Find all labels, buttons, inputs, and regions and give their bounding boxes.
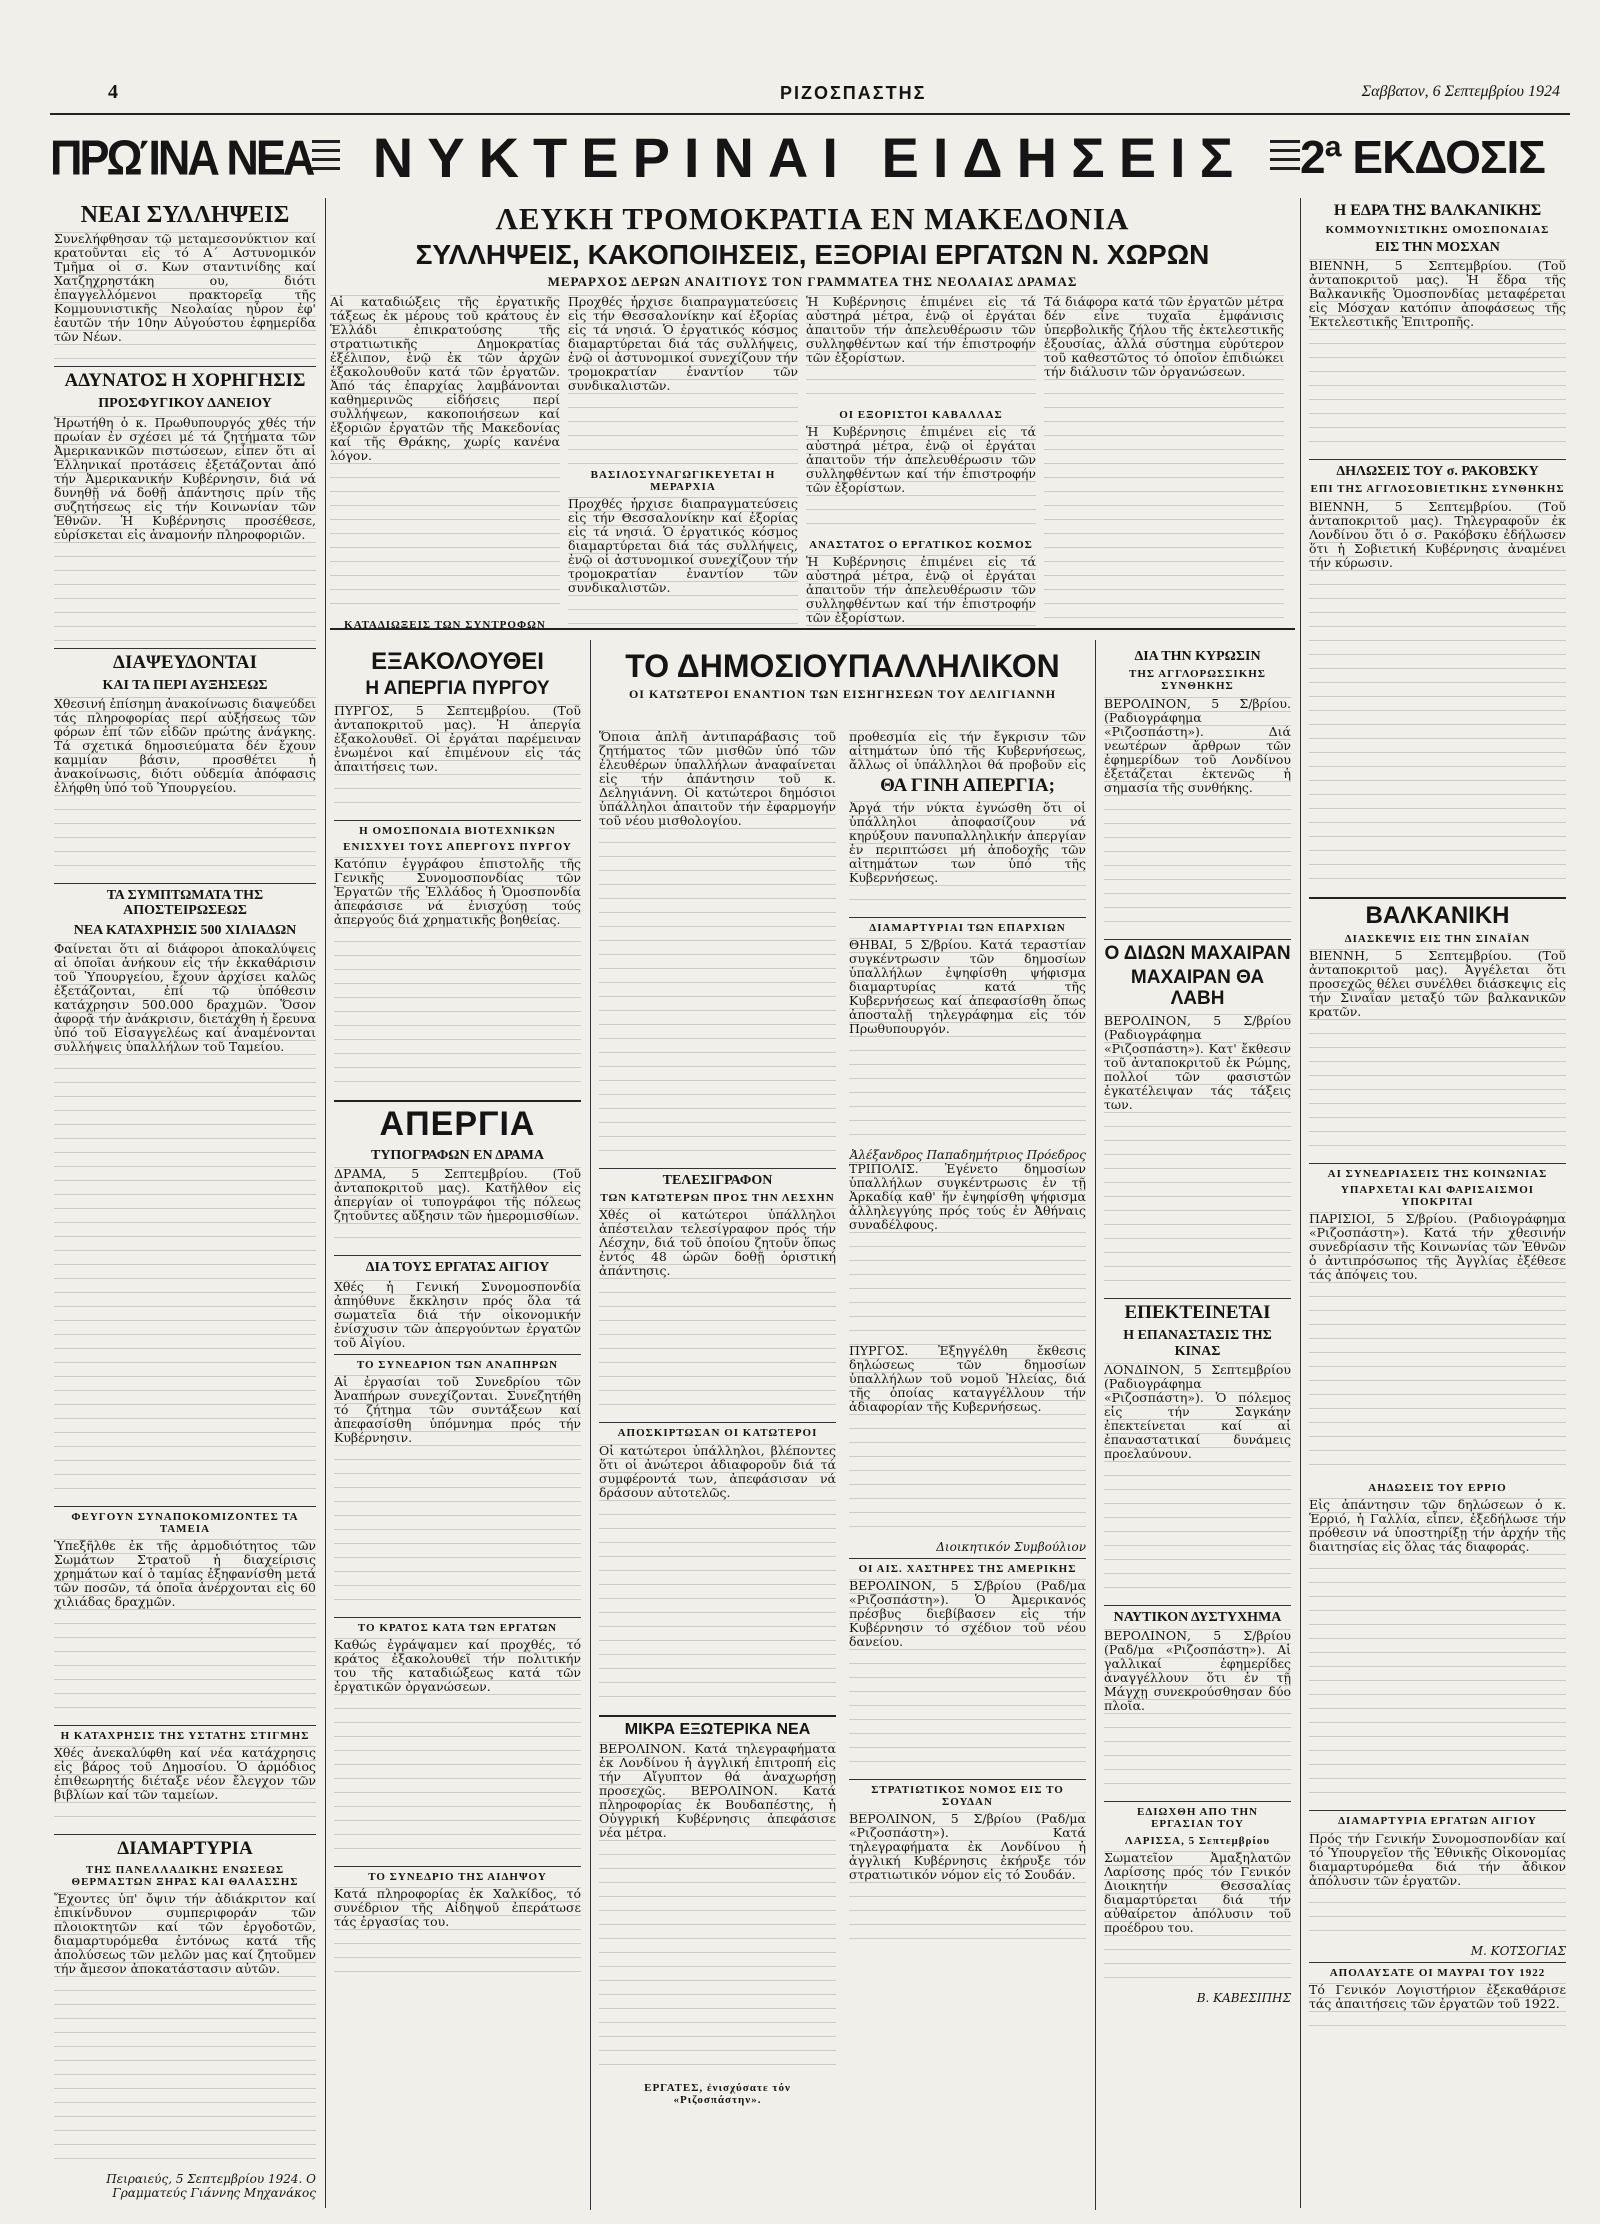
subheadline: ΟΙ ΚΑΤΩΤΕΡΟΙ ΕΝΑΝΤΙΟΝ ΤΩΝ ΕΙΣΗΓΗΣΕΩΝ ΤΟΥ ΔΕΛΙΓΙΑΝΝΗ xyxy=(628,687,1057,702)
headline: ΤΟ ΚΡΑΤΟΣ ΚΑΤΑ ΤΩΝ ΕΡΓΑΤΩΝ xyxy=(357,1621,558,1634)
article-body: Σωματεῖον Ἀμαξηλατῶν Λαρίσσης πρός τόν Γενικόν Διοικητήν Θεσσαλίας διαμαρτύρεται διά τήν αὐθαίρετον ἀπόλυσιν τοῦ προέδρου του. xyxy=(1104,1851,1291,1991)
headline: ΔΙΑ ΤΗΝ ΚΥΡΩΣΙΝ xyxy=(1134,649,1261,664)
headline: ΑΙ ΣΥΝΕΔΡΙΑΣΕΙΣ ΤΗΣ ΚΟΙΝΩΝΙΑΣ xyxy=(1327,1168,1548,1181)
main-story xyxy=(330,198,1295,628)
section-title-second-edition: 2ª ΕΚΔΟΣΙΣ xyxy=(1300,131,1545,183)
headline: ΔΙΑΜΑΡΤΥΡΙΑ ΕΡΓΑΤΩΝ ΑΙΓΙΟΥ xyxy=(1338,1815,1537,1828)
article-body: ΠΥΡΓΟΣ. Ἐξηγγέλθη ἔκθεσις δηλώσεως τῶν δημοσίων ὑπαλλήλων τοῦ νομοῦ Ἠλείας, διά τῆς ὁποίας καταγγέλλουν τήν ἀδιαφορίαν τῆς Κυβερνήσεως. xyxy=(849,1344,1086,1540)
article-body: ΘΗΒΑΙ, 5 Σ/βρίου. Κατά τεραστίαν συγκέντρωσιν τῶν δημοσίων ὑπαλλήλων ἐψηφίσθη ψήφισμα διαμαρτυρίας κατά τῆς Κυβερνήσεως καί ἀπεφασίσθη ὅπως ἀποσταλῇ τηλεγράφημα εἰς τόν Πρωθυπουργόν. xyxy=(849,938,1086,1148)
signature: Πειραιεύς, 5 Σεπτεμβρίου 1924. Ο Γραμματεύς Γιάννης Μηχανάκος xyxy=(106,2172,316,2201)
headline: ΔΙΑΜΑΡΤΥΡΙΑΙ ΤΩΝ ΕΠΑΡΧΙΩΝ xyxy=(869,921,1066,934)
subheadline: ΕΠΙ ΤΗΣ ΑΓΓΛΟΣΟΒΙΕΤΙΚΗΣ ΣΥΝΘΗΚΗΣ xyxy=(1310,483,1565,496)
page-header xyxy=(50,75,1570,115)
article-body: προθεσμία εἰς τήν ἔγκρισιν τῶν αἰτημάτων ὑπό τῆς Κυβερνήσεως, ἄλλως οἱ ὑπάλληλοι θά προβοῦν εἰς xyxy=(849,730,1086,772)
article-body: Ἡ Κυβέρνησις ἐπιμένει εἰς τά αὐστηρά μέτρα, ἐνῷ οἱ ἐργάται ἀπαιτοῦν τήν ἀπελευθέρωσιν τῶν συλληφθέντων καί τήν ἐπιστροφήν τῶν ἐξορίστων. xyxy=(806,555,1036,628)
article-body: ΒΕΡΟΛΙΝΟΝ, 5 Σ/βρίου (Ραδιογράφημα «Ριζοσπάστη»). Κατ' ἔκθεσιν τοῦ ἀνταποκριτοῦ ἐκ Ρώμης, πολλοί τῶν φασιστῶν ἐγκατέλειψαν τάς τάξεις των. xyxy=(1104,1014,1291,1294)
article-body: ΒΕΡΟΛΙΝΟΝ, 5 Σ/βρίου (Ραδ/μα «Ριζοσπάστη»). Αἱ γαλλικαί ἐφημερίδες ἀναγγέλλουν ὅτι ἐν τῇ Μάγχῃ συνεκρούσθησαν δύο πλοῖα. xyxy=(1104,1629,1291,1797)
headline: ΟΙ ΑΙΣ. ΧΑΣΤΗΡΕΣ ΤΗΣ ΑΜΕΡΙΚΗΣ xyxy=(858,1562,1077,1575)
article-body: Προχθές ἦρχισε διαπραγματεύσεις εἰς τήν Θεσσαλονίκην καί ἐξορίας εἰς τά νησιά. Ὁ ἐργατικός κόσμος διαμαρτύρεται διά τάς συλλήψεις, ἐνῷ οἱ ἀστυνομικοί συνεχίζουν τήν τρομοκρατίαν ἐναντίον τῶν συνδικαλιστῶν. xyxy=(568,497,798,628)
column-morning-news xyxy=(50,198,320,2208)
headline: Η ΚΑΤΑΧΡΗΣΙΣ ΤΗΣ ΥΣΤΑΤΗΣ ΣΤΙΓΜΗΣ xyxy=(60,1730,310,1743)
subheadline: ΠΡΟΣΦΥΓΙΚΟΥ ΔΑΝΕΙΟΥ xyxy=(98,396,272,412)
headline: ΤΑ ΣΥΜΠΤΩΜΑΤΑ ΤΗΣ ΑΠΟΣΤΕΙΡΩΣΕΩΣ xyxy=(106,887,264,919)
signature: Β. ΚΑΒΕΣΙΠΗΣ xyxy=(1196,1990,1291,2005)
article-body: ΒΕΡΟΛΙΝΟΝ, 5 Σ/βρίου. (Ραδιογράφημα «Ριζοσπάστη»). Διά νεωτέρων ἄρθρων τῶν ἐφημερίδων τοῦ Λονδίνου ἐξετάζεται ἐκτενῶς ἡ σημασία τῆς συνθήκης. xyxy=(1104,697,1291,935)
subheadline: ΥΠΑΡΧΕΤΑΙ ΚΑΙ ΦΑΡΙΣΑΙΣΜΟΙ ΥΠΟΚΡΙΤΑΙ xyxy=(1340,1184,1535,1209)
article-body: ΠΑΡΙΣΙΟΙ, 5 Σ/βρίου. (Ραδιογράφημα «Ριζοσπάστη»). Κατά τήν χθεσινήν συνεδρίασιν τῆς Κοινωνίας τῶν Ἐθνῶν ὁ ἀντιπρόσωπος τῆς Ἀγγλίας ἐξέθεσε τάς ἀπόψεις του. xyxy=(1309,1212,1566,1478)
section-title-morning-news: ΠΡΩΊΝΑ ΝΕΑ xyxy=(50,129,313,186)
headline: ΦΕΥΓΟΥΝ ΣΥΝΑΠΟΚΟΜΙΖΟΝΤΕΣ ΤΑ ΤΑΜΕΙΑ xyxy=(71,1511,299,1536)
paper-name: ΡΙΖΟΣΠΑΣΤΗΣ xyxy=(780,83,927,103)
article-body: Τό Γενικόν Λογιστήριον ἐξεκαθάρισε τάς ἀπαιτήσεις τῶν ἐργατῶν τοῦ 1922. xyxy=(1309,1983,1566,2039)
column-rule xyxy=(325,198,326,2208)
column-rule xyxy=(1095,640,1096,2210)
headline: ΝΕΑΙ ΣΥΛΛΗΨΕΙΣ xyxy=(80,202,290,228)
headline: ΜΙΚΡΑ ΕΞΩΤΕΡΙΚΑ ΝΕΑ xyxy=(624,1720,811,1738)
subheadline: ΛΑΡΙΣΣΑ, 5 Σεπτεμβρίου xyxy=(1124,1834,1271,1847)
article-body: Τά διάφορα κατά τῶν ἐργατῶν μέτρα δέν εἶνε τυχαῖα ἐμφάνισις ὑπερβολικῆς ζήλου τῆς ἐκτελεστικῆς ἐξουσίας, ἀλλά σύστημα εὐρύτερον τοῦ καθεστῶτος τό ὁποῖον ἐπιδιώκει τήν διάλυσιν τῶν ὀργανώσεων. xyxy=(1044,295,1284,628)
article-body: Ἡ Κυβέρνησις ἐπιμένει εἰς τά αὐστηρά μέτρα, ἐνῷ οἱ ἐργάται ἀπαιτοῦν τήν ἀπελευθέρωσιν τῶν συλληφθέντων καί τήν ἐπιστροφήν τῶν ἐξορίστων. xyxy=(806,425,1036,535)
article-body: Καθώς ἐγράψαμεν καί προχθές, τό κράτος ἐξακολουθεῖ τήν πολιτικήν του τῆς καταδιώξεως κατά τῶν ἐργατικῶν ὀργανώσεων. xyxy=(334,1638,581,1862)
column-second-edition xyxy=(1305,198,1570,2208)
article-body: Κατόπιν ἐγγράφου ἐπιστολῆς τῆς Γενικῆς Συνομοσπονδίας τῶν Ἐργατῶν τῆς Ἑλλάδος ἡ Ὁμοσπονδία ἀπεφάσισε νά ἐνισχύσῃ τούς ἀπεργούς διά χρηματικῆς βοηθείας. xyxy=(334,857,581,1095)
headline: ΤΕΛΕΣΙΓΡΑΦΟΝ xyxy=(662,1173,773,1188)
article-body: ΒΕΡΟΛΙΝΟΝ. Κατά τηλεγραφήματα ἐκ Λονδίνου ἡ ἀγγλική ἐπιτροπή εἰς τήν Αἴγυπτον θά ἀναχωρήσῃ προσεχῶς. ΒΕΡΟΛΙΝΟΝ. Κατά πληροφορίας ἐκ Βουδαπέστης, ἡ Οὑγγρική Κυβέρνησις ἀπεφάσισε νέα μέτρα. xyxy=(599,1742,836,2078)
footer-note: ΕΡΓΑΤΕΣ, ἐνισχύσατε τόν «Ριζοσπάστην». xyxy=(644,2082,791,2107)
article-body: Προχθές ἦρχισε διαπραγματεύσεις εἰς τήν Θεσσαλονίκην καί ἐξορίας εἰς τά νησιά. Ὁ ἐργατικός κόσμος διαμαρτύρεται διά τάς συλλήψεις, ἐνῷ οἱ ἀστυνομικοί συνεχίζουν τήν τρομοκρατίαν ἐναντίον τῶν συνδικαλιστῶν. xyxy=(568,295,798,465)
subheadline: ΚΟΜΜΟΥΝΙΣΤΙΚΗΣ ΟΜΟΣΠΟΝΔΙΑΣ xyxy=(1325,223,1550,236)
article-body: Ἀργά τήν νύκτα ἐγνώσθη ὅτι οἱ ὑπάλληλοι ἀποφασίζουν νά κηρύξουν πανυπαλληλικήν ἀπεργίαν ἐν περιπτώσει μή ἀποδοχῆς τῶν αἰτημάτων των ὑπό τῆς Κυβερνήσεως. xyxy=(849,801,1086,913)
article-body: ΒΙΕΝΝΗ, 5 Σεπτεμβρίου. (Τοῦ ἀνταποκριτοῦ μας). Ἀγγέλεται ὅτι προσεχῶς θέλει συνέλθει διάσκεψις εἰς τήν Σιναΐαν μεταξύ τῶν βαλκανικῶν κρατῶν. xyxy=(1309,949,1566,1159)
article-body: Φαίνεται ὅτι αἱ διάφοροι ἀποκαλύψεις αἱ ὁποῖαι ἀνήκουν εἰς τήν ἐκκαθάρισιν τοῦ Ὑπουργείου, ἔχουν ἀρχίσει καλῶς ἐξετάζονται, ἐπί τῷ ὑπόθεσιν κατάχρησιν 500.000 δραχμῶν. Ὅσον ἀφορᾷ τήν ἀνάκρισιν, διετάχθη ἡ ἔρευνα ὑπό τοῦ Εἰσαγγελέως καί ἀναμένονται συλλήψεις ὑπαλλήλων τοῦ Ταμείου. xyxy=(54,942,316,1502)
headline: ΔΙΑΨΕΥΔΟΝΤΑΙ xyxy=(113,651,257,673)
headline: ΤΟ ΣΥΝΕΔΡΙΟΝ ΤΩΝ ΑΝΑΠΗΡΩΝ xyxy=(356,1358,559,1371)
column-labor-news xyxy=(330,645,585,2205)
headline: ΤΟ ΔΗΜΟΣΙΟΥΠΑΛΛΗΛΙΚΟΝ xyxy=(625,648,1060,684)
column-rule xyxy=(590,640,591,2210)
article-body: ΒΕΡΟΛΙΝΟΝ, 5 Σ/βρίου (Ραδ/μα «Ριζοσπάστη»). Ὁ Ἀμερικανός πρέσβυς διεβίβασεν εἰς τήν Κυβέρνησιν τό σχέδιον τοῦ νέου δανείου. xyxy=(849,1579,1086,1775)
article-body: Ἔχοντες ὑπ' ὄψιν τήν ἀδιάκριτον καί ἐπικίνδυνον συμπεριφοράν τῶν πλοιοκτητῶν καί τῶν ἐργοδοτῶν, διαμαρτυρόμεθα ἐντόνως κατά τῆς ἀπολύσεως τῶν μελῶν μας καί ζητοῦμεν τήν ἄμεσον ἀποκατάστασιν αὐτῶν. xyxy=(54,1892,316,2172)
headline: ΑΠΟΣΚΙΡΤΩΣΑΝ ΟΙ ΚΑΤΩΤΕΡΟΙ xyxy=(617,1427,818,1440)
article-body: ΒΕΡΟΛΙΝΟΝ, 5 Σ/βρίου (Ραδ/μα «Ριζοσπάστη»). Κατά τηλεγραφήματα ἐκ Λονδίνου ἡ ἀγγλική Κυβέρνησις ἐκήρυξε τόν στρατιωτικόν νόμον εἰς τό Σουδάν. xyxy=(849,1812,1086,1952)
headline: ΑΔΥΝΑΤΟΣ Η ΧΟΡΗΓΗΣΙΣ xyxy=(64,370,306,392)
article-body: ΔΡΑΜΑ, 5 Σεπτεμβρίου. (Τοῦ ἀνταποκριτοῦ μας). Κατῆλθον εἰς ἀπεργίαν οἱ τυπογράφοι τῆς πόλεως ζητοῦντες αὔξησιν τῶν ἡμερομισθίων. xyxy=(334,1167,581,1251)
subheadline: ΤΗΣ ΠΑΝΕΛΛΑΔΙΚΗΣ ΕΝΩΣΕΩΣ ΘΕΡΜΑΣΤΩΝ ΞΗΡΑΣ ΚΑΙ ΘΑΛΑΣΣΗΣ xyxy=(71,1864,299,1889)
subheadline: ΜΑΧΑΙΡΑΝ ΘΑ ΛΑΒΗ xyxy=(1130,967,1265,1010)
headline: ΑΠΕΡΓΙΑ xyxy=(379,1105,536,1144)
subheadline: ΤΥΠΟΓΡΑΦΩΝ ΕΝ ΔΡΑΜΑ xyxy=(370,1147,545,1163)
column-rule xyxy=(1300,198,1301,2208)
main-headline: ΛΕΥΚΗ ΤΡΟΜΟΚΡΑΤΙΑ ΕΝ ΜΑΚΕΔΟΝΙΑ xyxy=(495,201,1130,236)
article-body: Αἱ ἐργασίαι τοῦ Συνεδρίου τῶν Ἀναπήρων συνεχίζονται. Συνεζητήθη τό ζήτημα τῶν συντάξεων καί ἀπεφασίσθη ὑπόμνημα πρός τήν Κυβέρνησιν. xyxy=(334,1375,581,1613)
headline: ΑΠΟΛΑΥΣΑΤΕ ΟΙ ΜΑΥΡΑΙ ΤΟΥ 1922 xyxy=(1329,1966,1546,1979)
article-body: Χθές ἀνεκαλύφθη καί νέα κατάχρησις εἰς βάρος τοῦ Δημοσίου. Ὁ ἁρμόδιος ἐπιθεωρητής διέταξε νέον ἔλεγχον τῶν βιβλίων καί τῶν ταμείων. xyxy=(54,1746,316,1830)
subheadline: ΚΑΤΑΔΙΩΞΕΙΣ ΤΩΝ ΣΥΝΤΡΟΦΩΝ xyxy=(344,619,546,628)
article-body: ΒΙΕΝΝΗ, 5 Σεπτεμβρίου. (Τοῦ ἀνταποκριτοῦ μας). Τηλεγραφοῦν ἐκ Λονδίνου ὅτι ὁ σ. Ρακόβσκυ ἐδήλωσεν ὅτι ἡ Σοβιετική Κυβέρνησις ἀναμένει τήν κύρωσιν. xyxy=(1309,500,1566,892)
subheadline: ΑΝΑΣΤΑΤΟΣ Ο ΕΡΓΑΤΙΚΟΣ ΚΟΣΜΟΣ xyxy=(809,539,1033,552)
subheadline: ΒΑΣΙΛΟΣΥΝΑΓΩΓΙΚΕΥΕΤΑΙ Η ΜΕΡΑΡΧΙΑ xyxy=(590,469,776,494)
section-rule xyxy=(330,628,1295,630)
headline: ΔΗΛΩΣΕΙΣ ΤΟΥ σ. ΡΑΚΟΒΣΚΥ xyxy=(1336,464,1539,480)
article-body: Ἠρωτήθη ὁ κ. Πρωθυπουργός χθές τήν πρωίαν ἐν σχέσει μέ τά ζητήματα τῶν Ἀμερικανικῶν πιστώσεων, εἶπεν ὅτι αἱ Ἑλληνικαί προτάσεις ἐξετάζονται ἀπό τήν Ἀμερικανικήν Κυβέρνησιν, διά νά δυνηθῇ νά δοθῇ ἀπάντησις πρίν τῆς συζητήσεως εἰς τήν Κοινωνίαν τῶν Ἐθνῶν. Ἡ Κυβέρνησις προσέθεσε, εὑρίσκεται εἰς ἀναμονήν πληροφοριῶν. xyxy=(54,416,316,644)
headline: ΝΑΥΤΙΚΟΝ ΔΥΣΤΥΧΗΜΑ xyxy=(1113,1609,1282,1625)
subheadline: Η ΑΠΕΡΓΙΑ ΠΥΡΓΟΥ xyxy=(365,678,550,700)
headline: ΕΠΕΚΤΕΙΝΕΤΑΙ xyxy=(1124,1302,1271,1324)
headline: Η ΕΔΡΑ ΤΗΣ ΒΑΛΚΑΝΙΚΗΣ xyxy=(1333,202,1542,219)
headline: ΒΑΛΚΑΝΙΚΗ xyxy=(1365,901,1510,929)
signature: Διοικητικόν Συμβούλιον xyxy=(936,1539,1086,1554)
signature: Μ. ΚΟΤΣΟΓΙΑΣ xyxy=(1470,1943,1566,1958)
subheadline: ΤΗΣ ΑΓΓΛΟΡΩΣΣΙΚΗΣ ΣΥΝΘΗΚΗΣ xyxy=(1128,668,1267,693)
headline: ΘΑ ΓΙΝΗ ΑΠΕΡΓΙΑ; xyxy=(880,775,1055,796)
article-body: Χθεσινή ἐπίσημη ἀνακοίνωσις διαψεύδει τάς πληροφορίας περί αὐξήσεως τῶν φόρων ἐπί τῶν εἰδῶν πρώτης ἀνάγκης. Τά σχετικά δημοσιεύματα δέν ἔχουν καμμίαν βάσιν, προσθέτει ἡ ἀνακοίνωσις, διότι οὐδεμία ἀπόφασις ἐλήφθη ὑπό τοῦ Ὑπουργείου. xyxy=(54,697,316,879)
subheadline: ΝΕΑ ΚΑΤΑΧΡΗΣΙΣ 500 ΧΙΛΙΑΔΩΝ xyxy=(73,922,297,938)
center-story-head xyxy=(595,645,1090,715)
main-subheadline: ΣΥΛΛΗΨΕΙΣ, ΚΑΚΟΠΟΙΗΣΕΙΣ, ΕΞΟΡΙΑΙ ΕΡΓΑΤΩΝ Ν. ΧΩΡΩΝ xyxy=(415,239,1210,271)
article-body: Συνελήφθησαν τῷ μεταμεσονύκτιον καί κρατοῦνται εἰς τό Α΄ Αστυνομικόν Τμῆμα οἱ σ. Κων σταντινίδης καί Χατζηχρηστάκη ου, διότι ἐπαγγελλόμενοι πρακτορεῖα τῆς Κομμουνιστικῆς Νεολαίας ηὗρον ἐφ' ἑαυτῶν τήν 10ην Αὐγούστου ἐφημερίδα τῶν Νέων. xyxy=(54,232,316,362)
article-body: Ὅποια ἁπλῆ ἀντιπαράβασις τοῦ ζητήματος τῶν μισθῶν ὑπό τῶν ἐλευθέρων ὑπαλλήλων ἀναφαίνεται εἰς τήν ἀπάντησιν τοῦ κ. Δεληγιάννη. Οἱ κατώτεροι δημόσιοι ὑπάλληλοι ἀπαιτοῦν τήν ἐφαρμογήν τοῦ νέου μισθολογίου. xyxy=(599,730,836,1164)
headline: ΔΙΑ ΤΟΥΣ ΕΡΓΑΤΑΣ ΑΙΓΙΟΥ xyxy=(365,1260,550,1276)
subheadline: Η ΕΠΑΝΑΣΤΑΣΙΣ ΤΗΣ ΚΙΝΑΣ xyxy=(1123,1328,1272,1359)
column-civil-servants-cont xyxy=(845,730,1090,2205)
article-body: ΤΡΙΠΟΛΙΣ. Ἐγένετο δημοσίων ὑπαλλήλων συγκέντρωσις ἐν τῇ Ἀρκαδίᾳ καθ' ἥν ἐψηφίσθη ψήφισμα ἀλληλεγγύης πρός τούς ἐν Ἀθήναις συναδέλφους. xyxy=(849,1162,1086,1344)
issue-date: Σαββατον, 6 Σεπτεμβρίου 1924 xyxy=(1361,83,1560,100)
headline: ΑΗΔΩΣΕΙΣ ΤΟΥ ΕΡΡΙΟ xyxy=(1368,1482,1507,1495)
article-body: Κατά πληροφορίας ἐκ Χαλκίδος, τό συνέδριον τῆς Αἰδηψοῦ ἐπεράτωσε τάς ἐργασίας του. xyxy=(334,1887,581,1985)
main-deck: ΜΕΡΑΡΧΟΣ ΔΕΡΩΝ ΑΝΑΙΤΙΟΥΣ ΤΟΝ ΓΡΑΜΜΑΤΕΑ ΤΗΣ ΝΕΟΛΑΙΑΣ ΔΡΑΜΑΣ xyxy=(547,273,1078,289)
subheadline: ΚΑΙ ΤΑ ΠΕΡΙ ΑΥΞΗΣΕΩΣ xyxy=(102,677,268,693)
article-body: ΠΥΡΓΟΣ, 5 Σεπτεμβρίου. (Τοῦ ἀνταποκριτοῦ μας). Ἡ ἀπεργία ἐξακολουθεῖ. Οἱ ἐργάται παρέμειναν ἑνωμένοι καί ἐπιμένουν εἰς τάς ἀπαιτήσεις των. xyxy=(334,704,581,816)
subheadline: ΤΩΝ ΚΑΤΩΤΕΡΩΝ ΠΡΟΣ ΤΗΝ ΛΕΣΧΗΝ xyxy=(600,1192,835,1205)
article-body: ΒΙΕΝΝΗ, 5 Σεπτεμβρίου. (Τοῦ ἀνταποκριτοῦ μας). Ἡ ἕδρα τῆς Βαλκανικῆς Ὁμοσπονδίας μεταφέρεται εἰς Μόσχαν κατόπιν ἀποφάσεως τῆς Ἐκτελεστικῆς Ἐπιτροπῆς. xyxy=(1309,259,1566,455)
subheadline: ΔΙΑΣΚΕΨΙΣ ΕΙΣ ΤΗΝ ΣΙΝΑΪΑΝ xyxy=(1344,932,1531,945)
subheadline: ΕΝΙΣΧΥΕΙ ΤΟΥΣ ΑΠΕΡΓΟΥΣ ΠΥΡΓΟΥ xyxy=(343,841,572,854)
headline: Ο ΔΙΔΩΝ ΜΑΧΑΙΡΑΝ xyxy=(1104,942,1291,964)
headline: ΣΤΡΑΤΙΩΤΙΚΟΣ ΝΟΜΟΣ ΕΙΣ ΤΟ ΣΟΥΔΑΝ xyxy=(871,1784,1064,1809)
section-title-night-news: ΝΥΚΤΕΡΙΝΑΙ ΕΙΔΗΣΕΙΣ xyxy=(372,130,1248,185)
article-body: Ὑπεξῆλθε ἐκ τῆς ἀρμοδιότητος τῶν Σωμάτων Στρατοῦ ἡ διαχείρισις χρημάτων καί ὁ ταμίας ἐξηφανίσθη μετά τῶν ποσῶν, τά ὁποῖα ἀνέρχονται εἰς 60 χιλιάδας δραχμῶν. xyxy=(54,1539,316,1721)
column-foreign-news xyxy=(1100,645,1295,2205)
headline: ΤΟ ΣΥΝΕΔΡΙΟ ΤΗΣ ΑΙΔΗΨΟΥ xyxy=(368,1870,547,1883)
article-body: Αἱ καταδιώξεις τῆς ἐργατικῆς τάξεως ἐκ μέρους τοῦ κράτους ἐν Ἑλλάδι ἐπικρατούσης τῆς στρατιωτικῆς Δημοκρατίας ἐξέλιπον, ἐνῷ ἐκ τῶν ἀρχῶν ἐξακολουθοῦν κατά τῶν ἐργατῶν. Ἀπό τάς ἐπαρχίας λαμβάνονται καθημερινῶς εἰδήσεις περί συλλήψεων, κακοποιήσεων καί ἐξοριῶν ἐργατῶν τῆς Μακεδονίας καί τῆς Θράκης, χωρίς κανένα λόγον. xyxy=(330,295,560,615)
headline: ΕΔΙΩΧΘΗ ΑΠΟ ΤΗΝ ΕΡΓΑΣΙΑΝ ΤΟΥ xyxy=(1137,1806,1258,1831)
page-number: 4 xyxy=(108,81,118,103)
subheadline: ΟΙ ΕΞΟΡΙΣΤΟΙ ΚΑΒΑΛΛΑΣ xyxy=(839,409,1003,422)
subheadline: ΕΙΣ ΤΗΝ ΜΟΣΧΑΝ xyxy=(1375,239,1500,255)
headline: Η ΟΜΟΣΠΟΝΔΙΑ ΒΙΟΤΕΧΝΙΚΩΝ xyxy=(359,825,556,838)
column-civil-servants xyxy=(595,730,840,2205)
article-body: ΛΟΝΔΙΝΟΝ, 5 Σεπτεμβρίου (Ραδιογράφημα «Ριζοσπάστη»). Ὁ πόλεμος εἰς τήν Σαγκάην ἐπεκτείνεται καί αἱ ἐπαναστατικαί δυνάμεις προελαύνουν. xyxy=(1104,1363,1291,1601)
article-body: Ἡ Κυβέρνησις ἐπιμένει εἰς τά αὐστηρά μέτρα, ἐνῷ οἱ ἐργάται ἀπαιτοῦν τήν ἀπελευθέρωσιν τῶν συλληφθέντων καί τήν ἐπιστροφήν τῶν ἐξορίστων. xyxy=(806,295,1036,405)
headline: ΔΙΑΜΑΡΤΥΡΙΑ xyxy=(117,1838,253,1860)
article-body: Χθές οἱ κατώτεροι ὑπάλληλοι ἀπέστειλαν τελεσίγραφον πρός τήν Λέσχην, διά τοῦ ὁποίου ζητοῦν ὅπως ἐντός 48 ὡρῶν δοθῇ ὁριστική ἀπάντησις. xyxy=(599,1208,836,1418)
article-body: Πρός τήν Γενικήν Συνομοσπονδίαν καί τό Ὑπουργεῖον τῆς Ἐθνικῆς Οἰκονομίας διαμαρτυρόμεθα διά τήν ἄδικον ἀπόλυσιν τῶν ἐργατῶν. xyxy=(1309,1832,1566,1944)
headline: ΕΞΑΚΟΛΟΥΘΕΙ xyxy=(371,648,544,675)
article-body: Εἰς ἀπάντησιν τῶν δηλώσεων ὁ κ. Ἑρριό, ἡ Γαλλία, εἶπεν, ἐξεδήλωσε τήν πρόθεσιν νά ὑποστηρίξῃ τήν ἀρχήν τῆς διαιτησίας εἰς ὅλας τάς διαφοράς. xyxy=(1309,1498,1566,1806)
double-rule xyxy=(1270,140,1300,176)
article-body: Χθές ἡ Γενική Συνομοσπονδία ἀπηύθυνε ἔκκλησιν πρός ὅλα τά σωματεῖα διά τήν οἰκονομικήν ἐνίσχυσιν τῶν ἀπεργούντων ἐργατῶν τοῦ Αἰγίου. xyxy=(334,1279,581,1350)
signature: Ἀλέξανδρος Παπαδημήτριος Πρόεδρος xyxy=(849,1147,1086,1162)
article-body: Οἱ κατώτεροι ὑπάλληλοι, βλέποντες ὅτι οἱ ἀνώτεροι ἀδιαφοροῦν διά τά συμφέροντά των, ἀπεφάσισαν νά δράσουν αὐτοτελῶς. xyxy=(599,1444,836,1710)
